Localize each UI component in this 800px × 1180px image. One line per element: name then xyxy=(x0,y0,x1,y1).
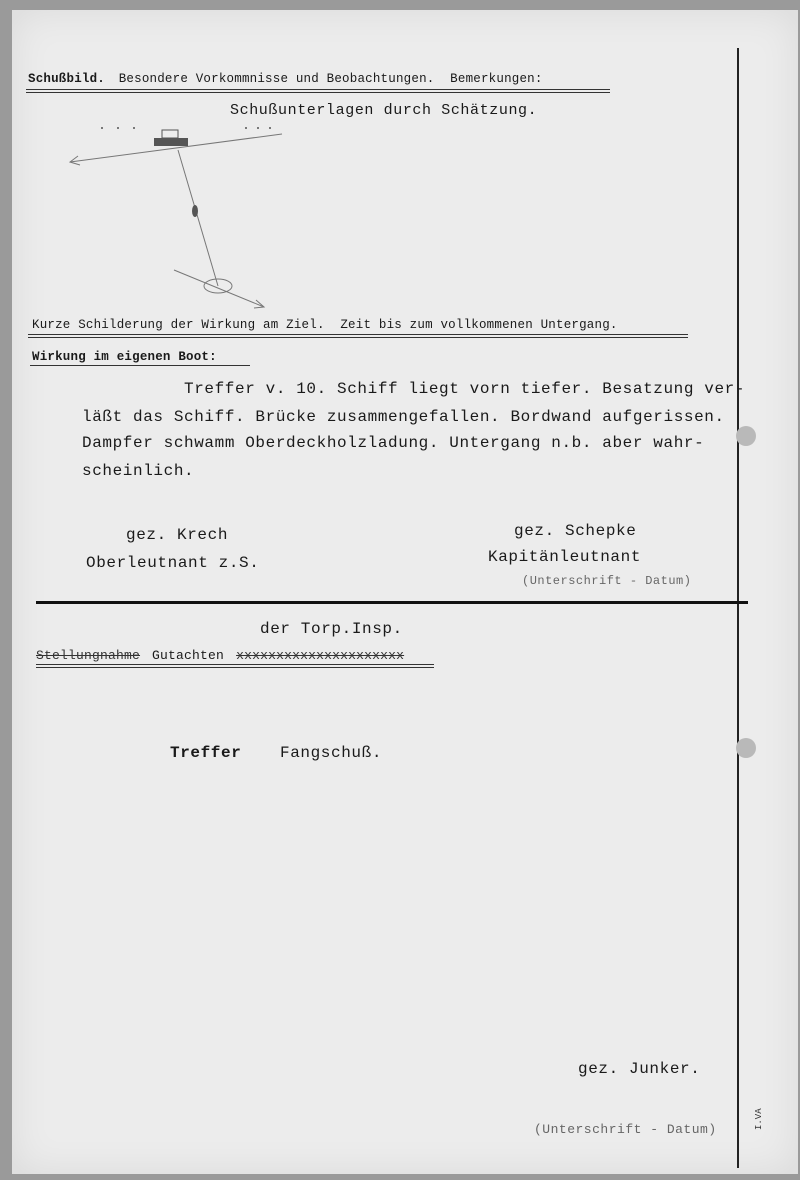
margin-code: I.VA xyxy=(754,1108,764,1130)
signature-right-rank: Kapitänleutnant xyxy=(488,548,642,566)
shot-sketch xyxy=(12,10,798,330)
header-label-bemerkungen: Bemerkungen: xyxy=(450,72,543,86)
punch-hole xyxy=(736,738,756,758)
ship-hull xyxy=(154,138,188,146)
gutachten-label: Gutachten xyxy=(152,648,225,663)
finding-treffer: Treffer xyxy=(170,744,242,762)
torpedo-track xyxy=(178,150,218,286)
inspection-title: der Torp.Insp. xyxy=(260,620,403,638)
submarine-course-line xyxy=(174,270,264,307)
finding-fangschuss: Fangschuß. xyxy=(280,744,383,762)
report-line-4: scheinlich. xyxy=(82,462,195,480)
sketch-caption: Schußunterlagen durch Schätzung. xyxy=(230,102,538,119)
sinking-time-label: Zeit bis zum vollkommenen Untergang. xyxy=(340,318,618,332)
inspection-underline xyxy=(36,664,434,665)
signature-caption: (Unterschrift - Datum) xyxy=(522,574,692,588)
inspection-header xyxy=(36,648,404,663)
report-line-2: läßt das Schiff. Brücke zusammengefallen. Bordwand aufgerissen. xyxy=(82,408,725,426)
struck-text: Stellungnahme xyxy=(36,648,141,663)
effect-underline xyxy=(28,334,688,335)
effect-label: Kurze Schilderung der Wirkung am Ziel. xyxy=(32,318,325,332)
punch-hole xyxy=(736,426,756,446)
struck-text: xxxxxxxxxxxxxxxxxxxxx xyxy=(236,648,405,663)
section-divider xyxy=(36,601,748,604)
header-label-schussbild: Schußbild. xyxy=(28,72,106,86)
signature-right-name: gez. Schepke xyxy=(514,522,637,540)
footer-caption: (Unterschrift - Datum) xyxy=(534,1122,717,1137)
signature-left-rank: Oberleutnant z.S. xyxy=(86,554,260,572)
signature-junker: gez. Junker. xyxy=(578,1060,701,1078)
document-page xyxy=(12,10,798,1174)
ship-superstructure xyxy=(162,130,178,138)
inspection-underline xyxy=(36,667,434,668)
report-line-1: Treffer v. 10. Schiff liegt vorn tiefer. Besatzung ver- xyxy=(184,380,746,398)
report-line-3: Dampfer schwamm Oberdeckholzladung. Untergang n.b. aber wahr- xyxy=(82,434,705,452)
effect-underline xyxy=(28,337,688,338)
signature-left-name: gez. Krech xyxy=(126,526,229,544)
own-boat-label: Wirkung im eigenen Boot: xyxy=(32,350,217,364)
torpedo-mark xyxy=(192,205,198,217)
effect-header xyxy=(32,318,618,332)
header-label-vorkommnisse: Besondere Vorkommnisse und Beobachtungen. xyxy=(118,72,435,86)
own-boat-underline xyxy=(30,365,250,366)
